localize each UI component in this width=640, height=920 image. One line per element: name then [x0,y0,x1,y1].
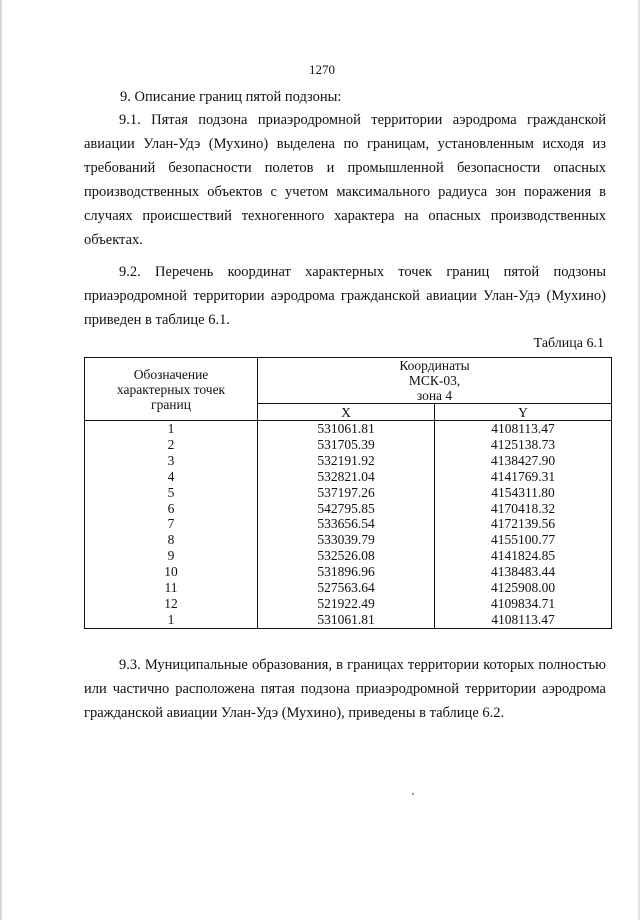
cell-x: 531896.96 [258,564,435,580]
table-row [85,421,612,437]
cell-y: 4138483.44 [435,564,612,580]
cell-y: 4125138.73 [435,437,612,453]
header-y: Y [435,404,612,421]
table-row [85,437,612,453]
coordinates-table-body [85,421,612,629]
cell-y: 4154311.80 [435,485,612,501]
cell-x: 521922.49 [258,596,435,612]
paragraph-9-2: 9.2. Перечень координат характерных точек границ пятой подзоны приаэродромной территории аэродрома гражданской авиации Улан-Удэ (Мухино) приведен в таблице 6.1. [84,264,606,328]
cell-x: 532191.92 [258,453,435,469]
cell-point: 1 [85,421,258,437]
table-caption: Таблица 6.1 [533,336,604,351]
cell-y: 4125908.00 [435,580,612,596]
cell-x: 531705.39 [258,437,435,453]
cell-point: 9 [85,548,258,564]
paragraph-9-1: 9.1. Пятая подзона приаэродромной территории аэродрома гражданской авиации Улан-Удэ (Мухино) выделена по границам, установленным исходя из требований безопасности полетов и промышленной безопасности опасных производственных объектов с учетом максимального радиуса зон поражения в случаях происшествий техногенного характера на опасных производственных объектах. [84,112,606,248]
header-x: X [258,404,435,421]
table-row [85,485,612,501]
cell-point: 11 [85,580,258,596]
cell-point: 7 [85,516,258,532]
cell-x: 531061.81 [258,612,435,628]
table-row [85,612,612,628]
cell-y: 4141824.85 [435,548,612,564]
cell-x: 537197.26 [258,485,435,501]
cell-y: 4108113.47 [435,421,612,437]
cell-x: 531061.81 [258,421,435,437]
cell-point: 4 [85,469,258,485]
cell-point: 2 [85,437,258,453]
cell-y: 4141769.31 [435,469,612,485]
table-row [85,596,612,612]
cell-x: 542795.85 [258,501,435,517]
header-coords-label: Координаты МСК-03, зона 4 [399,358,470,403]
cell-y: 4155100.77 [435,532,612,548]
table-row [85,564,612,580]
cell-y: 4109834.71 [435,596,612,612]
header-coords [258,358,612,404]
cell-point: 1 [85,612,258,628]
cell-x: 533039.79 [258,532,435,548]
header-point-label: Обозначение характерных точек границ [116,366,226,412]
cell-point: 12 [85,596,258,612]
table-row [85,516,612,532]
cell-point: 3 [85,453,258,469]
cell-y: 4170418.32 [435,501,612,517]
cell-point: 10 [85,564,258,580]
table-row [85,532,612,548]
table-row [85,501,612,517]
cell-x: 533656.54 [258,516,435,532]
table-row [85,469,612,485]
cell-point: 5 [85,485,258,501]
cell-point: 6 [85,501,258,517]
table-row [85,548,612,564]
cell-point: 8 [85,532,258,548]
coordinates-table [84,357,612,629]
cell-y: 4138427.90 [435,453,612,469]
cell-x: 532821.04 [258,469,435,485]
header-point [85,358,258,421]
page-number: 1270 [309,62,335,77]
scan-speck [412,793,414,795]
table-row [85,453,612,469]
paragraph-9-3: 9.3. Муниципальные образования, в границах территории которых полностью или частично расположена пятая подзона приаэродромной территории аэродрома гражданской авиации Улан-Удэ (Мухино), приведены в таблице 6.2. [84,657,606,721]
cell-y: 4172139.56 [435,516,612,532]
cell-x: 527563.64 [258,580,435,596]
table-row [85,580,612,596]
cell-x: 532526.08 [258,548,435,564]
cell-y: 4108113.47 [435,612,612,628]
section-heading: 9. Описание границ пятой подзоны: [120,89,342,105]
